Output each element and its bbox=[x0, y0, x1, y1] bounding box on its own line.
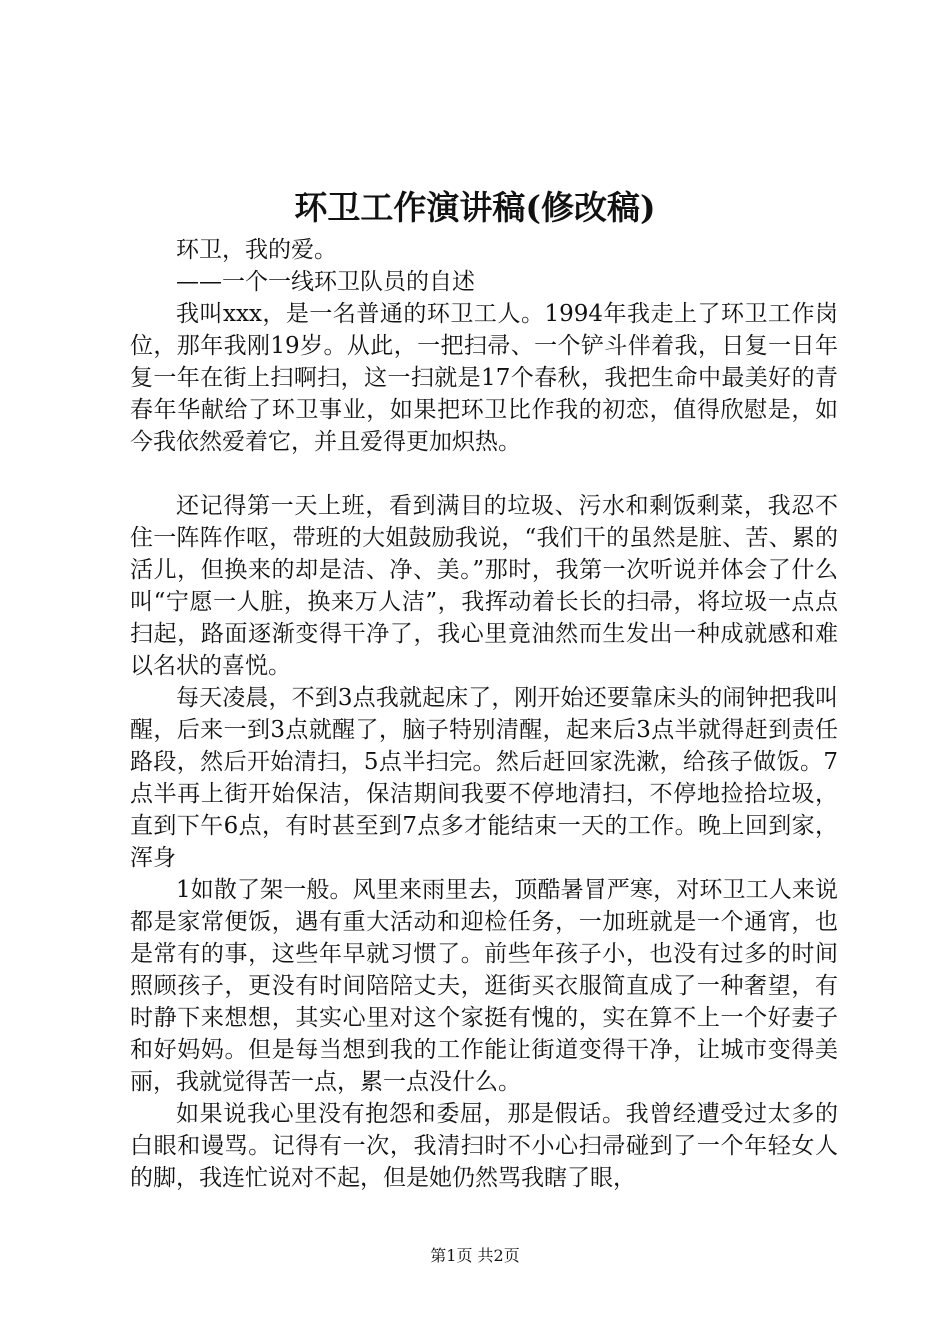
paragraph-heading-line: 环卫，我的爱。 bbox=[176, 237, 337, 263]
document-body bbox=[130, 234, 838, 1194]
paragraph: 每天凌晨，不到3点我就起床了，刚开始还要靠床头的闹钟把我叫醒，后来一到3点就醒了，脑子特别清醒，起来后3点半就得赶到责任路段，然后开始清扫，5点半扫完。然后赶回家洗漱，给孩子做饭。7点半再上街开始保洁，保洁期间我要不停地清扫，不停地捡拾垃圾，直到下午6点，有时甚至到7点多才能结束一天的工作。晚上回到家，浑身 bbox=[130, 685, 838, 871]
document-title: 环卫工作演讲稿(修改稿) bbox=[294, 188, 656, 227]
paragraph: 如果说我心里没有抱怨和委屈，那是假话。我曾经遭受过太多的白眼和谩骂。记得有一次，我清扫时不小心扫帚碰到了一个年轻女人的脚，我连忙说对不起，但是她仍然骂我瞎了眼， bbox=[130, 1101, 838, 1191]
page-number-footer: 第1页 共2页 bbox=[430, 1246, 520, 1265]
paragraph: 我叫xxx，是一名普通的环卫工人。1994年我走上了环卫工作岗位，那年我刚19岁。从此，一把扫帚、一个铲斗伴着我，日复一日年复一年在街上扫啊扫，这一扫就是17个春秋，我把生命中最美好的青春年华献给了环卫事业，如果把环卫比作我的初恋，值得欣慰是，如今我依然爱着它，并且爱得更加炽热。 bbox=[130, 301, 838, 455]
paragraph-subtitle-line: ——一个一线环卫队员的自述 bbox=[176, 269, 475, 295]
paragraph: 1如散了架一般。风里来雨里去，顶酷暑冒严寒，对环卫工人来说都是家常便饭，遇有重大活动和迎检任务，一加班就是一个通宵，也是常有的事，这些年早就习惯了。前些年孩子小，也没有过多的时间照顾孩子，更没有时间陪陪丈夫，逛街买衣服简直成了一种奢望，有时静下来想想，其实心里对这个家挺有愧的，实在算不上一个好妻子和好妈妈。但是每当想到我的工作能让街道变得干净，让城市变得美丽，我就觉得苦一点，累一点没什么。 bbox=[130, 877, 838, 1095]
paragraph: 还记得第一天上班，看到满目的垃圾、污水和剩饭剩菜，我忍不住一阵阵作呕，带班的大姐鼓励我说，“我们干的虽然是脏、苦、累的活儿，但换来的却是洁、净、美。”那时，我第一次听说并体会了什么叫“宁愿一人脏，换来万人洁”，我挥动着长长的扫帚，将垃圾一点点扫起，路面逐渐变得干净了，我心里竟油然而生发出一种成就感和难以名状的喜悦。 bbox=[130, 493, 838, 679]
